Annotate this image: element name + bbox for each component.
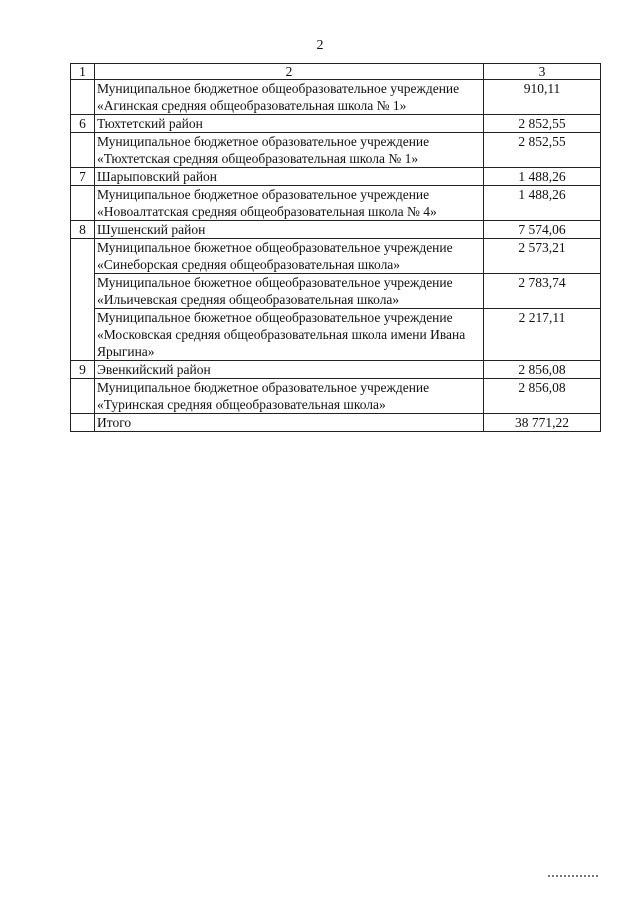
row-number <box>71 133 95 168</box>
institution-name: Муниципальное бюджетное общеобразовательное учреждение «Агинская средняя общеобразовательная школа № 1» <box>95 80 484 115</box>
district-name: Эвенкийский район <box>95 361 484 379</box>
district-name: Шушенский район <box>95 221 484 239</box>
institution-name: Муниципальное бюджетное образовательное учреждение «Новоалтатская средняя общеобразовательная школа № 4» <box>95 186 484 221</box>
district-name: Шарыповский район <box>95 168 484 186</box>
institution-name: Муниципальное бюджетное образовательное учреждение «Тюхтетская средняя общеобразовательная школа № 1» <box>95 133 484 168</box>
amount-cell: 2 856,08 <box>484 379 601 414</box>
total-row <box>71 414 601 432</box>
amount-cell: 2 852,55 <box>484 133 601 168</box>
institution-name: Муниципальное бюжетное общеобразовательное учреждение «Ильичевская средняя общеобразовательная школа» <box>95 274 484 309</box>
header-cell-2: 2 <box>95 64 484 80</box>
amount-cell: 1 488,26 <box>484 168 601 186</box>
table-row <box>71 309 601 361</box>
table-header-row <box>71 64 601 80</box>
institution-name: Муниципальное бюжетное общеобразовательное учреждение «Московская средняя общеобразовательная школа имени Ивана Ярыгина» <box>95 309 484 361</box>
amount-cell: 910,11 <box>484 80 601 115</box>
amount-cell: 2 783,74 <box>484 274 601 309</box>
table-row <box>71 115 601 133</box>
table-row <box>71 239 601 274</box>
district-name: Тюхтетский район <box>95 115 484 133</box>
amount-cell: 1 488,26 <box>484 186 601 221</box>
row-number <box>71 186 95 221</box>
institution-name: Муниципальное бюджетное образовательное учреждение «Туринская средняя общеобразовательная школа» <box>95 379 484 414</box>
table-row <box>71 274 601 309</box>
amount-cell: 2 856,08 <box>484 361 601 379</box>
funding-table <box>70 63 601 432</box>
table-row <box>71 133 601 168</box>
page-number: 2 <box>316 38 324 53</box>
table-row <box>71 361 601 379</box>
row-number <box>71 414 95 432</box>
row-number <box>71 80 95 115</box>
header-cell-1: 1 <box>71 64 95 80</box>
row-number <box>71 239 95 361</box>
amount-cell: 7 574,06 <box>484 221 601 239</box>
institution-name: Муниципальное бюжетное общеобразовательное учреждение «Синеборская средняя общеобразовательная школа» <box>95 239 484 274</box>
total-label: Итого <box>95 414 484 432</box>
table-row <box>71 221 601 239</box>
table-row <box>71 168 601 186</box>
scan-mark <box>548 875 598 883</box>
row-number <box>71 379 95 414</box>
amount-cell: 2 217,11 <box>484 309 601 361</box>
row-number: 7 <box>71 168 95 186</box>
total-amount: 38 771,22 <box>484 414 601 432</box>
header-cell-3: 3 <box>484 64 601 80</box>
row-number: 6 <box>71 115 95 133</box>
table-row <box>71 80 601 115</box>
table-row <box>71 186 601 221</box>
amount-cell: 2 852,55 <box>484 115 601 133</box>
row-number: 9 <box>71 361 95 379</box>
amount-cell: 2 573,21 <box>484 239 601 274</box>
row-number: 8 <box>71 221 95 239</box>
table-row <box>71 379 601 414</box>
